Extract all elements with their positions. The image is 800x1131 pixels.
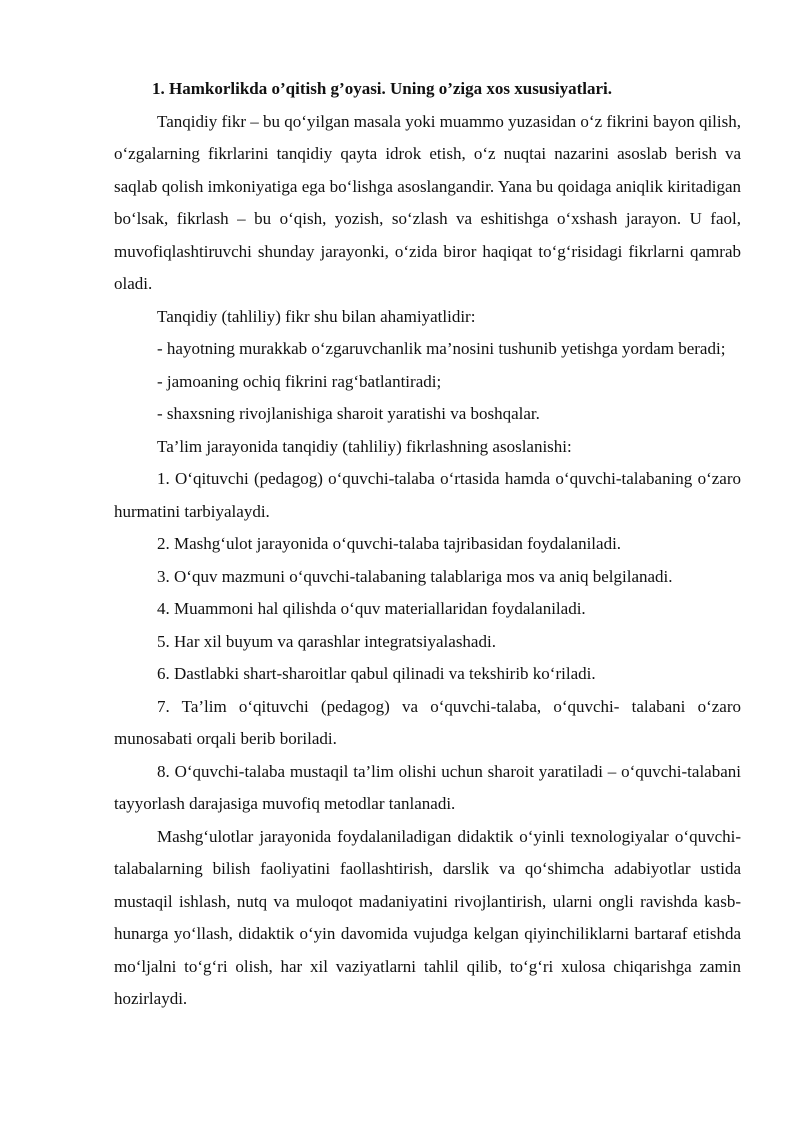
list-item-basis-3: 3. O‘quv mazmuni o‘quvchi-talabaning talablariga mos va aniq belgilanadi.	[157, 566, 673, 586]
list-item-basis-5: 5. Har xil buyum va qarashlar integratsiyalashadi.	[157, 631, 496, 651]
list-item-basis-7: 7. Ta’lim o‘qituvchi (pedagog) va o‘quvchi-talaba, o‘quvchi- talabani o‘zaro munosabati orqali berib boriladi.	[114, 696, 741, 748]
list-item-basis-2: 2. Mashg‘ulot jarayonida o‘quvchi-talaba tajribasidan foydalaniladi.	[157, 534, 622, 553]
list-item-basis-4: 4. Muammoni hal qilishda o‘quv materiallaridan foydalaniladi.	[157, 599, 586, 618]
list-item-importance-3: - shaxsning rivojlanishiga sharoit yaratishi va boshqalar.	[157, 404, 540, 423]
list-item-basis-6: 6. Dastlabki shart-sharoitlar qabul qilinadi va tekshirib ko‘riladi.	[157, 664, 596, 683]
paragraph-basis-intro: Ta’lim jarayonida tanqidiy (tahliliy) fikrlashning asoslanishi:	[157, 436, 572, 456]
list-item-basis-1: 1. O‘qituvchi (pedagog) o‘quvchi-talaba o‘rtasida hamda o‘quvchi-talabaning o‘zaro hurmatini tarbiyalaydi.	[114, 469, 741, 521]
paragraph-importance-intro: Tanqidiy (tahliliy) fikr shu bilan ahamiyatlidir:	[157, 306, 476, 326]
paragraph-definition: Tanqidiy fikr – bu qo‘yilgan masala yoki muammo yuzasidan o‘z fikrini bayon qilish, o‘zgalarning fikrlarini tanqidiy qayta idrok etish, o‘z nuqtai nazarini asoslab berish va saqlab qolish imkoniyatiga ega bo‘lishga asoslangandir. Yana bu qoidaga aniqlik kiritadigan bo‘lsak, fikrlash – bu o‘qish, yozish, so‘zlash va eshitishga o‘xshash jarayon. U faol, muvofiqlashtiruvchi shunday jarayonki, o‘zida biror haqiqat to‘g‘risidagi fikrlarni qamrab oladi.	[114, 111, 741, 293]
document-body	[114, 73, 741, 1016]
list-item-basis-8: 8. O‘quvchi-talaba mustaqil ta’lim olishi uchun sharoit yaratiladi – o‘quvchi-talabani tayyorlash darajasiga muvofiq metodlar tanlanadi.	[114, 761, 741, 813]
list-item-importance-1: - hayotning murakkab o‘zgaruvchanlik ma’nosini tushunib yetishga yordam beradi;	[157, 339, 726, 358]
paragraph-didactic-games: Mashg‘ulotlar jarayonida foydalaniladigan didaktik o‘yinli texnologiyalar o‘quvchi-talabalarning bilish faoliyatini faollashtirish, darslik va qo‘shimcha adabiyotlar ustida mustaqil ishlash, nutq va muloqot madaniyatini rivojlantirish, ularni ongli ravishda kasb-hunarga yo‘llash, didaktik o‘yin davomida vujudga kelgan qiyinchiliklarni bartaraf etishda mo‘ljalni to‘g‘ri olish, har xil vaziyatlarni tahlil qilib, to‘g‘ri xulosa chiqarishga zamin hozirlaydi.	[114, 826, 741, 1008]
section-heading: 1. Hamkorlikda o’qitish g’oyasi. Uning o’ziga xos xususiyatlari.	[152, 79, 613, 98]
list-item-importance-2: - jamoaning ochiq fikrini rag‘batlantiradi;	[157, 371, 442, 391]
